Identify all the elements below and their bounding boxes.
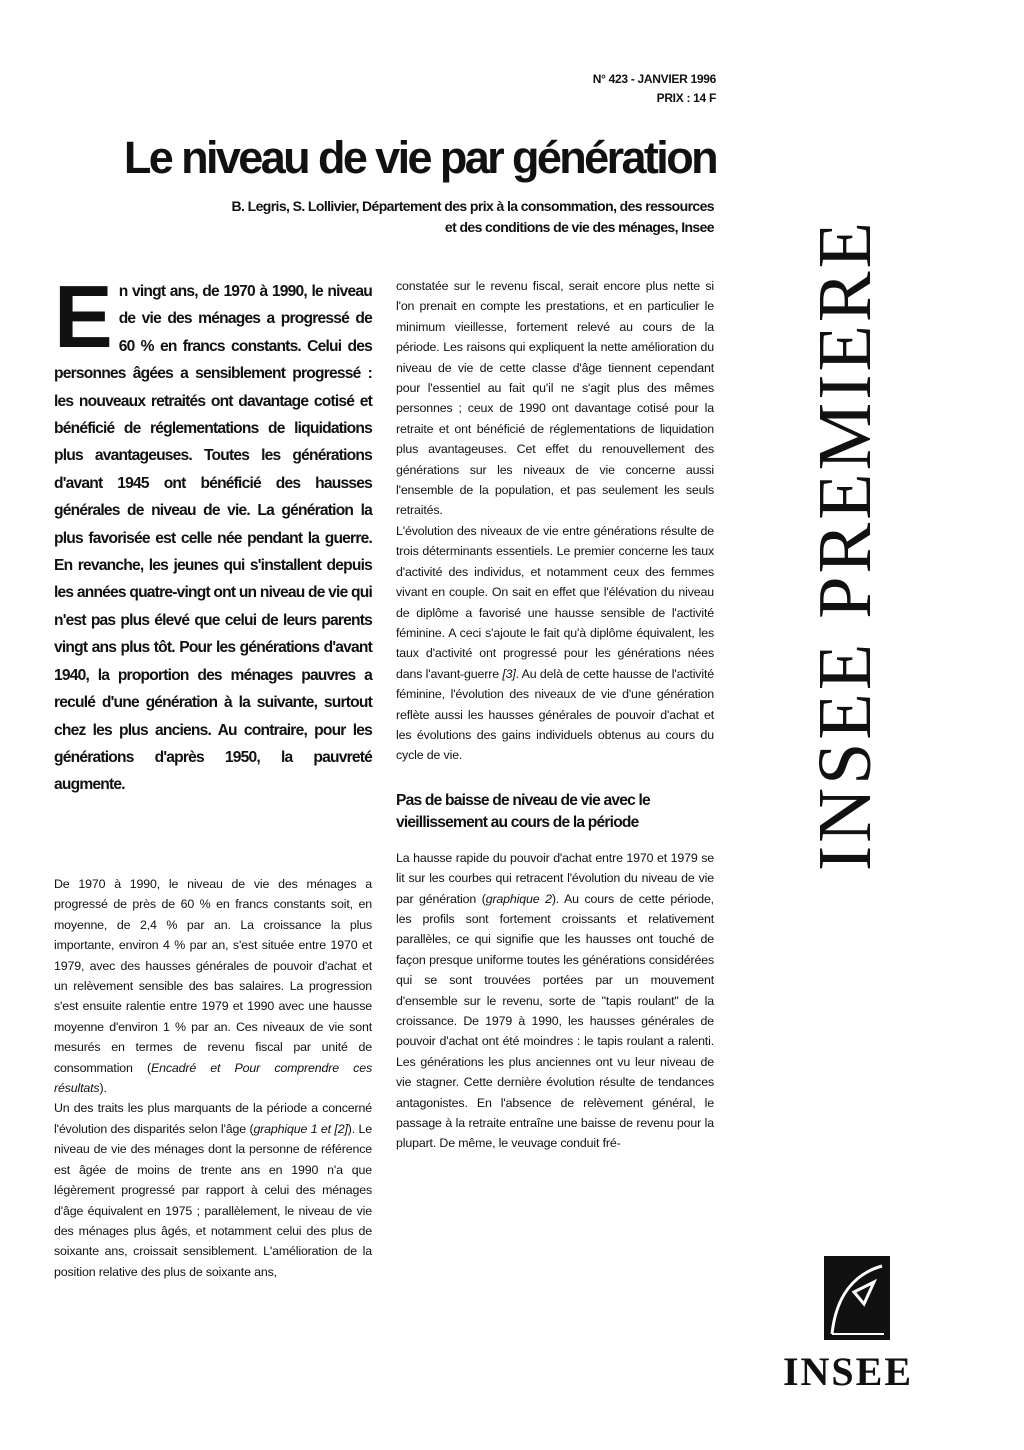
text-run: ). (99, 1081, 107, 1096)
text-run: De 1970 à 1990, le niveau de vie des ménages a progressé de près de 60 % en francs constants soit, en moyenne, de 2,4 % par an. La croissance la plus importante, environ 4 % par an, s'est située entre 1970 et 1979, avec des hausses générales de pouvoir d'achat et un relèvement sensible des bas salaires. La progression s'est ensuite ralentie entre 1979 et 1990 avec une hausse moyenne d'environ 1 % par an. Ces niveaux de vie sont mesurés en termes de revenu fiscal par unité de consommation ( (54, 877, 372, 1075)
text-run: . Au delà de cette hausse de l'activité féminine, l'évolution des niveaux de vie d'une génération reflète aussi les hausses générales de pouvoir d'achat et les évolutions des gains individuels obtenus au cours du cycle de vie. (396, 666, 714, 763)
left-column-body (54, 874, 372, 1282)
insee-logo-word: INSEE (782, 1349, 914, 1394)
publication-banner (770, 180, 920, 910)
text-run: La hausse rapide du pouvoir d'achat entre 1970 et 1979 se lit sur les courbes qui retracent l'évolution du niveau de vie par génération ( (396, 850, 714, 906)
publication-name: INSEE PREMIERE (802, 218, 887, 872)
authors-line-2: et des conditions de vie des ménages, Insee (444, 219, 714, 235)
text-run: L'évolution des niveaux de vie entre générations résulte de trois déterminants essentiels. Le premier concerne les taux d'activité des individus, et notamment ceux des femmes vivant en couple. On sait en effet que l'élévation du niveau de diplôme a favorisé une hausse sensible de l'activité féminine. A ceci s'ajoute le fait qu'à diplôme équivalent, les taux d'activité ont progressé pour les générations nées dans l'avant-guerre (396, 523, 714, 681)
right-column (396, 276, 714, 1154)
issue-info (593, 70, 716, 108)
insee-logo (776, 1256, 920, 1406)
section-heading: Pas de baisse de niveau de vie avec le vieillissement au cours de la période (396, 791, 650, 831)
text-run: ). Le niveau de vie des ménages dont la personne de référence est âgée de moins de trente ans en 1990 n'a que légèrement progressé par rapport à celui des ménages d'âge équivalent en 1975 ; parallèlement, le niveau de vie des ménages plus âgés, et notamment celui des plus de soixante ans, croissait sensiblement. L'amélioration de la position relative des plus de soixante ans, (54, 1121, 373, 1279)
issue-number: N° 423 - JANVIER 1996 (592, 72, 716, 86)
text-emphasis: Encadré et Pour comprendre ces résultats (54, 1060, 373, 1096)
issue-price: PRIX : 14 F (656, 91, 716, 105)
body-paragraph (396, 848, 714, 1154)
text-run: ). Au cours de cette période, les profils sont fortement croissants et relativement parallèles, ce qui signifie que les hausses ont touché de façon presque uniforme toutes les générations considérées qui se sont trouvées portées par un mouvement d'ensemble sur le revenu, sorte de "tapis roulant" de la croissance. De 1979 à 1990, les hausses générales de pouvoir d'achat ont été moindres : le tapis roulant a ralenti. Les générations les plus anciennes ont vu leur niveau de vie stagner. Cette dernière évolution résulte de tendances antagonistes. En l'absence de relèvement général, le passage à la retraite entraîne une baisse de revenu pour la plupart. De même, le veuvage conduit fré- (396, 891, 714, 1151)
authors (60, 196, 714, 238)
body-paragraph: constatée sur le revenu fiscal, serait encore plus nette si l'on prenait en compte les prestations, et en particulier le minimum vieillesse, fortement relevé au cours de la période. Les raisons qui expliquent la nette amélioration du niveau de vie de cette classe d'âge tiennent cependant pour l'essentiel au fait qu'il ne s'agit plus des mêmes personnes ; ceux de 1990 ont davantage cotisé pour la retraite et ont bénéficié de réglementations de liquidation plus avantageuses. Cet effet du renouvellement des générations sur les niveaux de vie concerne aussi l'ensemble de la population, et pas seulement les seuls retraités. (396, 279, 714, 518)
lead-text: n vingt ans, de 1970 à 1990, le niveau de vie des ménages a progressé de 60 % en francs constants. Celui des personnes âgées a sensiblement progressé : les nouveaux retraités ont davantage cotisé et bénéficié de réglementations de liquidations plus avantageuses. Toutes les générations d'avant 1945 ont bénéficié des hausses générales de niveau de vie. La génération la plus favorisée est celle née pendant la guerre. En revanche, les jeunes qui s'installent depuis les années quatre-vingt ont un niveau de vie qui n'est pas plus élevé que celui de leurs parents vingt ans plus tôt. Pour les générations d'avant 1940, la proportion des ménages pauvres a reculé d'une génération à la suivante, surtout chez les plus anciens. Au contraire, pour les générations d'après 1950, la pauvreté augmente. (54, 283, 372, 794)
text-emphasis: [3] (502, 666, 516, 681)
text-emphasis: graphique 1 et [2] (253, 1121, 348, 1136)
lead-paragraph (54, 267, 372, 799)
text-emphasis: graphique 2 (485, 891, 552, 906)
body-paragraph (396, 521, 714, 766)
body-paragraph (54, 874, 372, 1098)
logo-mark-icon (824, 1256, 890, 1340)
text-run: Un des traits les plus marquants de la période a concerné l'évolution des disparités selon l'âge ( (54, 1101, 372, 1136)
page-title: Le niveau de vie par génération (123, 132, 716, 183)
authors-line-1: B. Legris, S. Lollivier, Département des prix à la consommation, des ressources (231, 198, 714, 214)
drop-cap: E (54, 267, 113, 366)
body-paragraph (54, 1098, 372, 1282)
insee-logo-icon (824, 1256, 890, 1340)
